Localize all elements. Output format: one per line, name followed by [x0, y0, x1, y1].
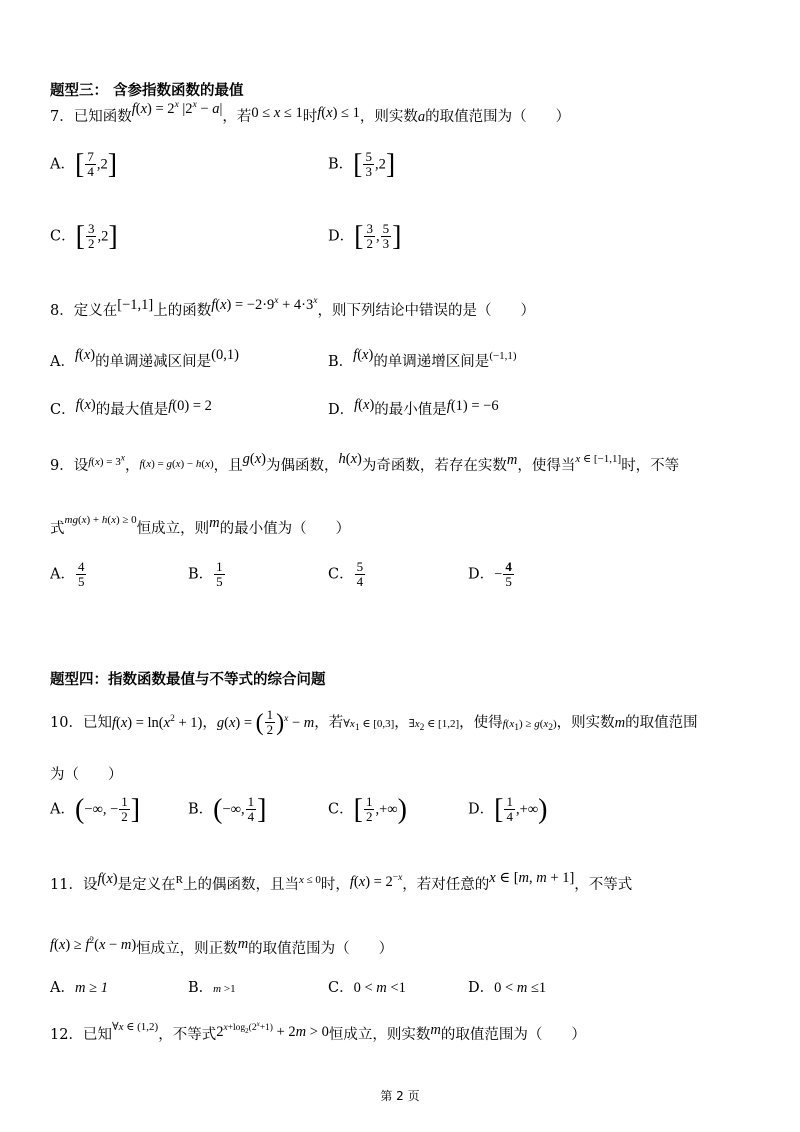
q8-option-c: C．f(x)的最大值是f(0) = 2: [50, 397, 212, 418]
q10-option-a: A．(−∞, − $\frac{1}{2}$ ]: [50, 793, 141, 825]
q11-option-c: C．0 < m <1: [328, 980, 406, 996]
section-heading-4: 题型四：指数函数最值与不等式的综合问题: [50, 672, 326, 688]
q7-condition: 0 ≤ x ≤ 1: [251, 104, 303, 121]
question-9-stem-line2: 式$^{mg(x) + h(x) \ge 0}$恒成立，则m的最小值为（ ）: [50, 514, 351, 537]
q7-option-c: C．[ $\frac{3}{2}$ ,2]: [50, 220, 118, 252]
question-10-stem: 10．已知$f(x) = \ln(x^2 + 1)$，g(x) = ( $\frac{1}{2}$ )$^x$ − m，若$\forall x_1$ ∈ [0,3]，$\exists x_2$ ∈ [1,2]，使得$f(x_1) \ge g(x_2)$，则实数m的取值范围: [50, 707, 698, 738]
q7-function: f: [131, 100, 136, 117]
q11-option-d: D．0 < m ≤1: [468, 980, 547, 996]
question-7-stem: 7．已知函数$f(x) = 2^x$ $|2^x - a|$，若0 ≤ x ≤ 1时f(x) ≤ 1，则实数a的取值范围为（ ）: [50, 100, 571, 125]
page-footer: 第 2 页: [380, 1089, 420, 1103]
q8-option-d: D．f(x)的最小值是f(1) = −6: [328, 397, 499, 418]
q9-option-b: B． $\frac{1}{5}$: [188, 559, 223, 590]
q9-option-a: A． $\frac{4}{5}$: [50, 559, 85, 590]
question-9-stem: 9．设$^{f(x) = 3^x}$，$^{f(x) = g(x) - h(x)}$，且g(x)为偶函数，h(x)为奇函数，若存在实数m，使得当$^{x \in [-1,1]}$时，不等: [50, 451, 680, 474]
q8-option-a: A．f(x)的单调递减区间是(0,1): [50, 347, 239, 370]
q7-option-b: B．[ $\frac{5}{3}$ ,2]: [328, 148, 396, 180]
q7-option-a: A．[ $\frac{7}{4}$ ,2]: [50, 148, 118, 180]
question-11-stem-line2: $f(x) \ge f^2(x - m)$恒成立，则正数m的取值范围为（ ）: [50, 935, 394, 957]
question-12-stem: 12．已知$^{\forall x \in (1,2)}$，不等式$2^{x+log_2(2^x+1)} + 2m > 0$恒成立，则实数m的取值范围为（ ）: [50, 1020, 586, 1043]
q11-option-b: B．m >1: [188, 980, 236, 996]
q9-option-d: D．− $\frac{4}{5}$: [468, 559, 512, 590]
q7-number: 7．已知函数: [50, 108, 132, 125]
q10-option-b: B．(−∞, $\frac{1}{4}$ ]: [188, 793, 267, 825]
q9-option-c: C． $\frac{5}{4}$: [328, 559, 364, 590]
question-10-stem-line2: 为（ ）: [50, 767, 123, 783]
q8-option-b: B．f(x)的单调递增区间是$^{(-1,1)}$: [328, 347, 517, 370]
section-heading-3: 题型三： 含参指数函数的最值: [50, 83, 244, 99]
q10-option-c: C．[ $\frac{1}{2}$ ,+∞): [328, 793, 407, 825]
question-8-stem: 8．定义在[−1,1]上的函数$f(x) = -2\cdot 9^x + 4\cdot 3^x$，则下列结论中错误的是（ ）: [50, 296, 535, 319]
q11-option-a: A．m ≥ 1: [50, 980, 108, 996]
q10-option-d: D．[ $\frac{1}{4}$ ,+∞): [468, 793, 548, 825]
question-11-stem: 11．设f(x)是定义在$^R$上的偶函数，且当$^{x \le 0}$时，$f(x) = 2^{-x}$，若对任意的x ∈ [m, m + 1]，不等式: [50, 869, 633, 893]
q7-option-d: D．[ $\frac{3}{2}$ , $\frac{5}{3}$ ]: [328, 220, 402, 252]
